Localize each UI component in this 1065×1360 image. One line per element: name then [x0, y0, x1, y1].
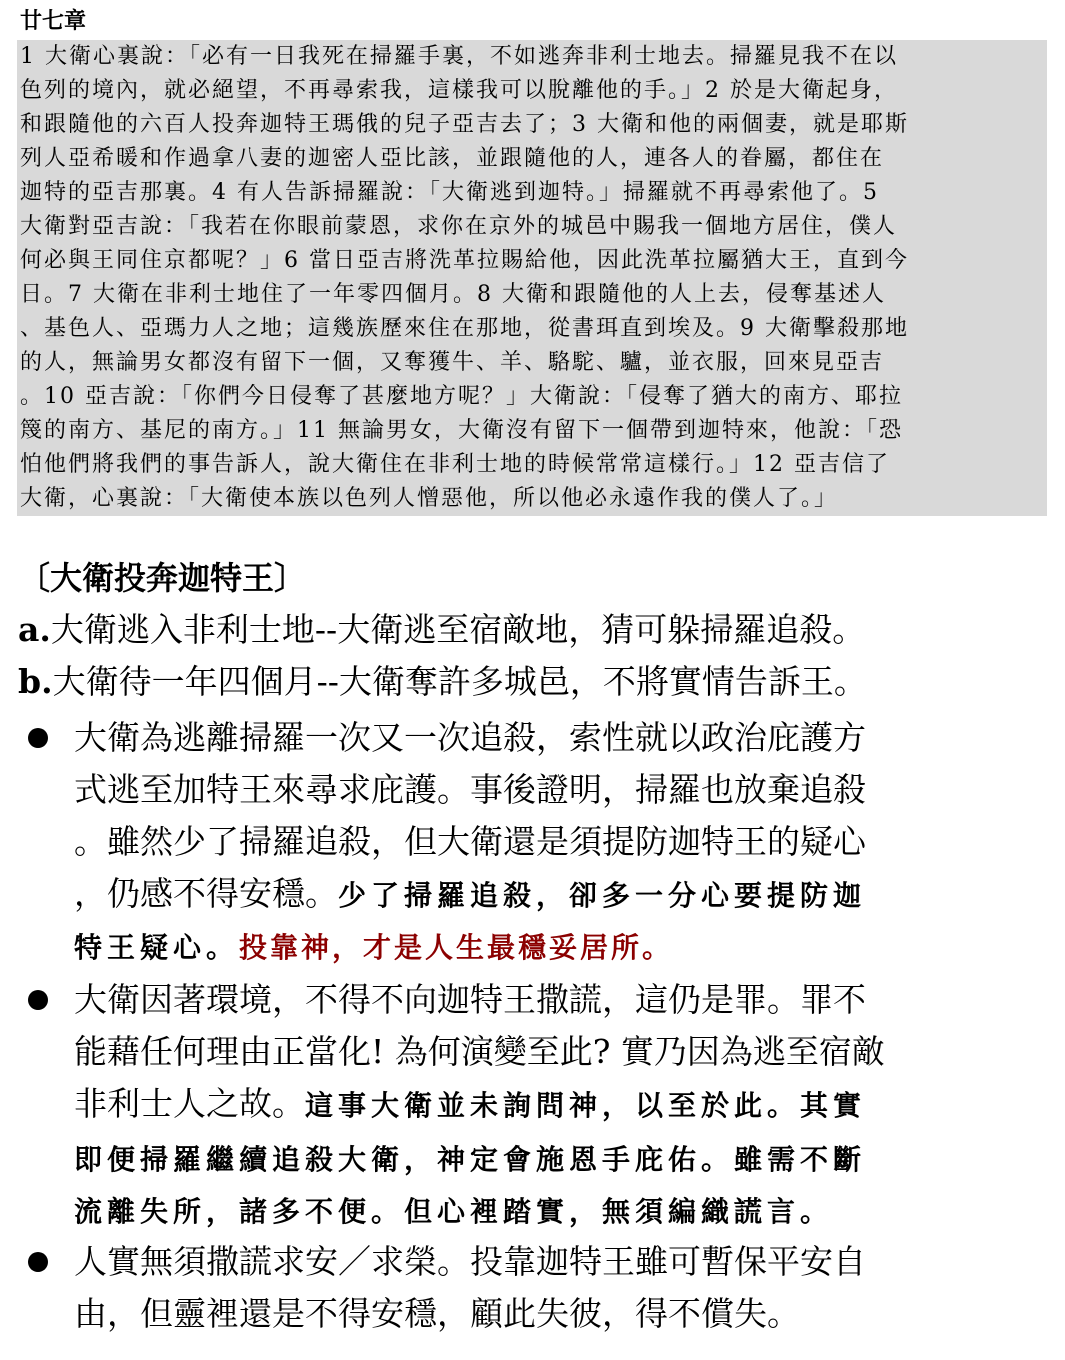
scripture-line: 的人，無論男女都沒有留下一個，又奪獲牛、羊、駱駝、驢，並衣服，回來見亞吉	[20, 350, 885, 375]
scripture-line: 。10 亞吉說：「你們今日侵奪了甚麼地方呢？」大衛說：「侵奪了猶大的南方、耶拉	[20, 384, 903, 409]
bullet-2-emphasis: 這事大衛並未詢問神，以至於此。其實	[305, 1089, 867, 1122]
bullet-icon	[28, 728, 48, 748]
bullet-1-text: ，仍感不得安穩。	[74, 874, 338, 913]
bullet-3-line: 由，但靈裡還是不得安穩，顧此失彼，得不償失。	[74, 1294, 800, 1333]
point-label: a.	[18, 610, 51, 649]
bullet-2-emphasis: 即便掃羅繼續追殺大衛，神定會施恩手庇佑。雖需不斷	[74, 1143, 867, 1176]
bullet-1-line	[74, 868, 866, 922]
bullet-1-red-emphasis: 投靠神，才是人生最穩妥居所。	[239, 931, 674, 964]
bullet-1-line: 。雖然少了掃羅追殺，但大衛還是須提防迦特王的疑心	[74, 822, 866, 861]
bullet-1-emphasis: 特王疑心。	[74, 931, 240, 964]
scripture-line: 迦特的亞吉那裏。4 有人告訴掃羅說：「大衛逃到迦特。」掃羅就不再尋索他了。5	[20, 180, 879, 205]
point-text: 大衛奪許多城邑，不將實情告訴王。	[338, 662, 867, 701]
chapter-title: 廿七章	[20, 8, 87, 34]
point-text: 大衛逃至宿敵地，猜可躲掃羅追殺。	[337, 610, 866, 649]
scripture-line: 篾的南方、基尼的南方。」11 無論男女，大衛沒有留下一個帶到迦特來，他說：「恐	[20, 418, 903, 443]
scripture-passage	[17, 40, 1047, 516]
scripture-line: 1 大衛心裏說：「必有一日我死在掃羅手裏，不如逃奔非利士地去。掃羅見我不在以	[20, 44, 898, 69]
scripture-line: 日。7 大衛在非利士地住了一年零四個月。8 大衛和跟隨他的人上去，侵奪基述人	[20, 282, 886, 307]
bullet-1-line: 式逃至加特王來尋求庇護。事後證明，掃羅也放棄追殺	[74, 770, 866, 809]
scripture-line: 、基色人、亞瑪力人之地；這幾族歷來住在那地，從書珥直到埃及。9 大衛擊殺那地	[20, 316, 909, 341]
scripture-line: 列人亞希暖和作過拿八妻的迦密人亞比該，並跟隨他的人，連各人的眷屬，都住在	[20, 146, 885, 171]
point-a	[18, 604, 865, 656]
point-label: b.	[18, 662, 53, 701]
scripture-line: 大衛對亞吉說：「我若在你眼前蒙恩，求你在京外的城邑中賜我一個地方居住，僕人	[20, 214, 898, 239]
scripture-line: 怕他們將我們的事告訴人，說大衛住在非利士地的時候常常這樣行。」12 亞吉信了	[20, 452, 890, 477]
bullet-1-line: 大衛為逃離掃羅一次又一次追殺，索性就以政治庇護方	[74, 718, 866, 757]
point-b	[18, 656, 867, 708]
bullet-1-line	[74, 920, 673, 974]
section-heading: 〔大衛投奔迦特王〕	[18, 559, 307, 597]
bullet-2-line	[74, 1078, 866, 1132]
bullet-2-emphasis: 流離失所，諸多不便。但心裡踏實，無須編織謊言。	[74, 1195, 834, 1228]
bullet-2-line	[74, 1184, 833, 1238]
bullet-3-line: 人實無須撒謊求安／求榮。投靠迦特王雖可暫保平安自	[74, 1242, 866, 1281]
bullet-2-line	[74, 1132, 866, 1186]
bullet-icon	[28, 990, 48, 1010]
scripture-line: 何必與王同住京都呢？」6 當日亞吉將洗革拉賜給他，因此洗革拉屬猶大王，直到今	[20, 248, 909, 273]
point-head: 大衛逃入非利士地--	[50, 610, 338, 649]
scripture-line: 和跟隨他的六百人投奔迦特王瑪俄的兒子亞吉去了；3 大衛和他的兩個妻，就是耶斯	[20, 112, 909, 137]
bullet-2-line: 大衛因著環境，不得不向迦特王撒謊，這仍是罪。罪不	[74, 980, 866, 1019]
point-head: 大衛待一年四個月--	[52, 662, 339, 701]
scripture-line: 大衛，心裏說：「大衛使本族以色列人憎惡他，所以他必永遠作我的僕人了。」	[17, 482, 983, 516]
bullet-1-emphasis: 少了掃羅追殺，卻多一分心要提防迦	[338, 879, 867, 912]
bullet-icon	[28, 1252, 48, 1272]
bullet-2-text: 非利士人之故。	[74, 1084, 305, 1123]
scripture-line: 色列的境內，就必絕望，不再尋索我，這樣我可以脫離他的手。」2 於是大衛起身，	[20, 78, 898, 103]
bullet-2-line: 能藉任何理由正當化! 為何演變至此? 實乃因為逃至宿敵	[74, 1032, 885, 1071]
